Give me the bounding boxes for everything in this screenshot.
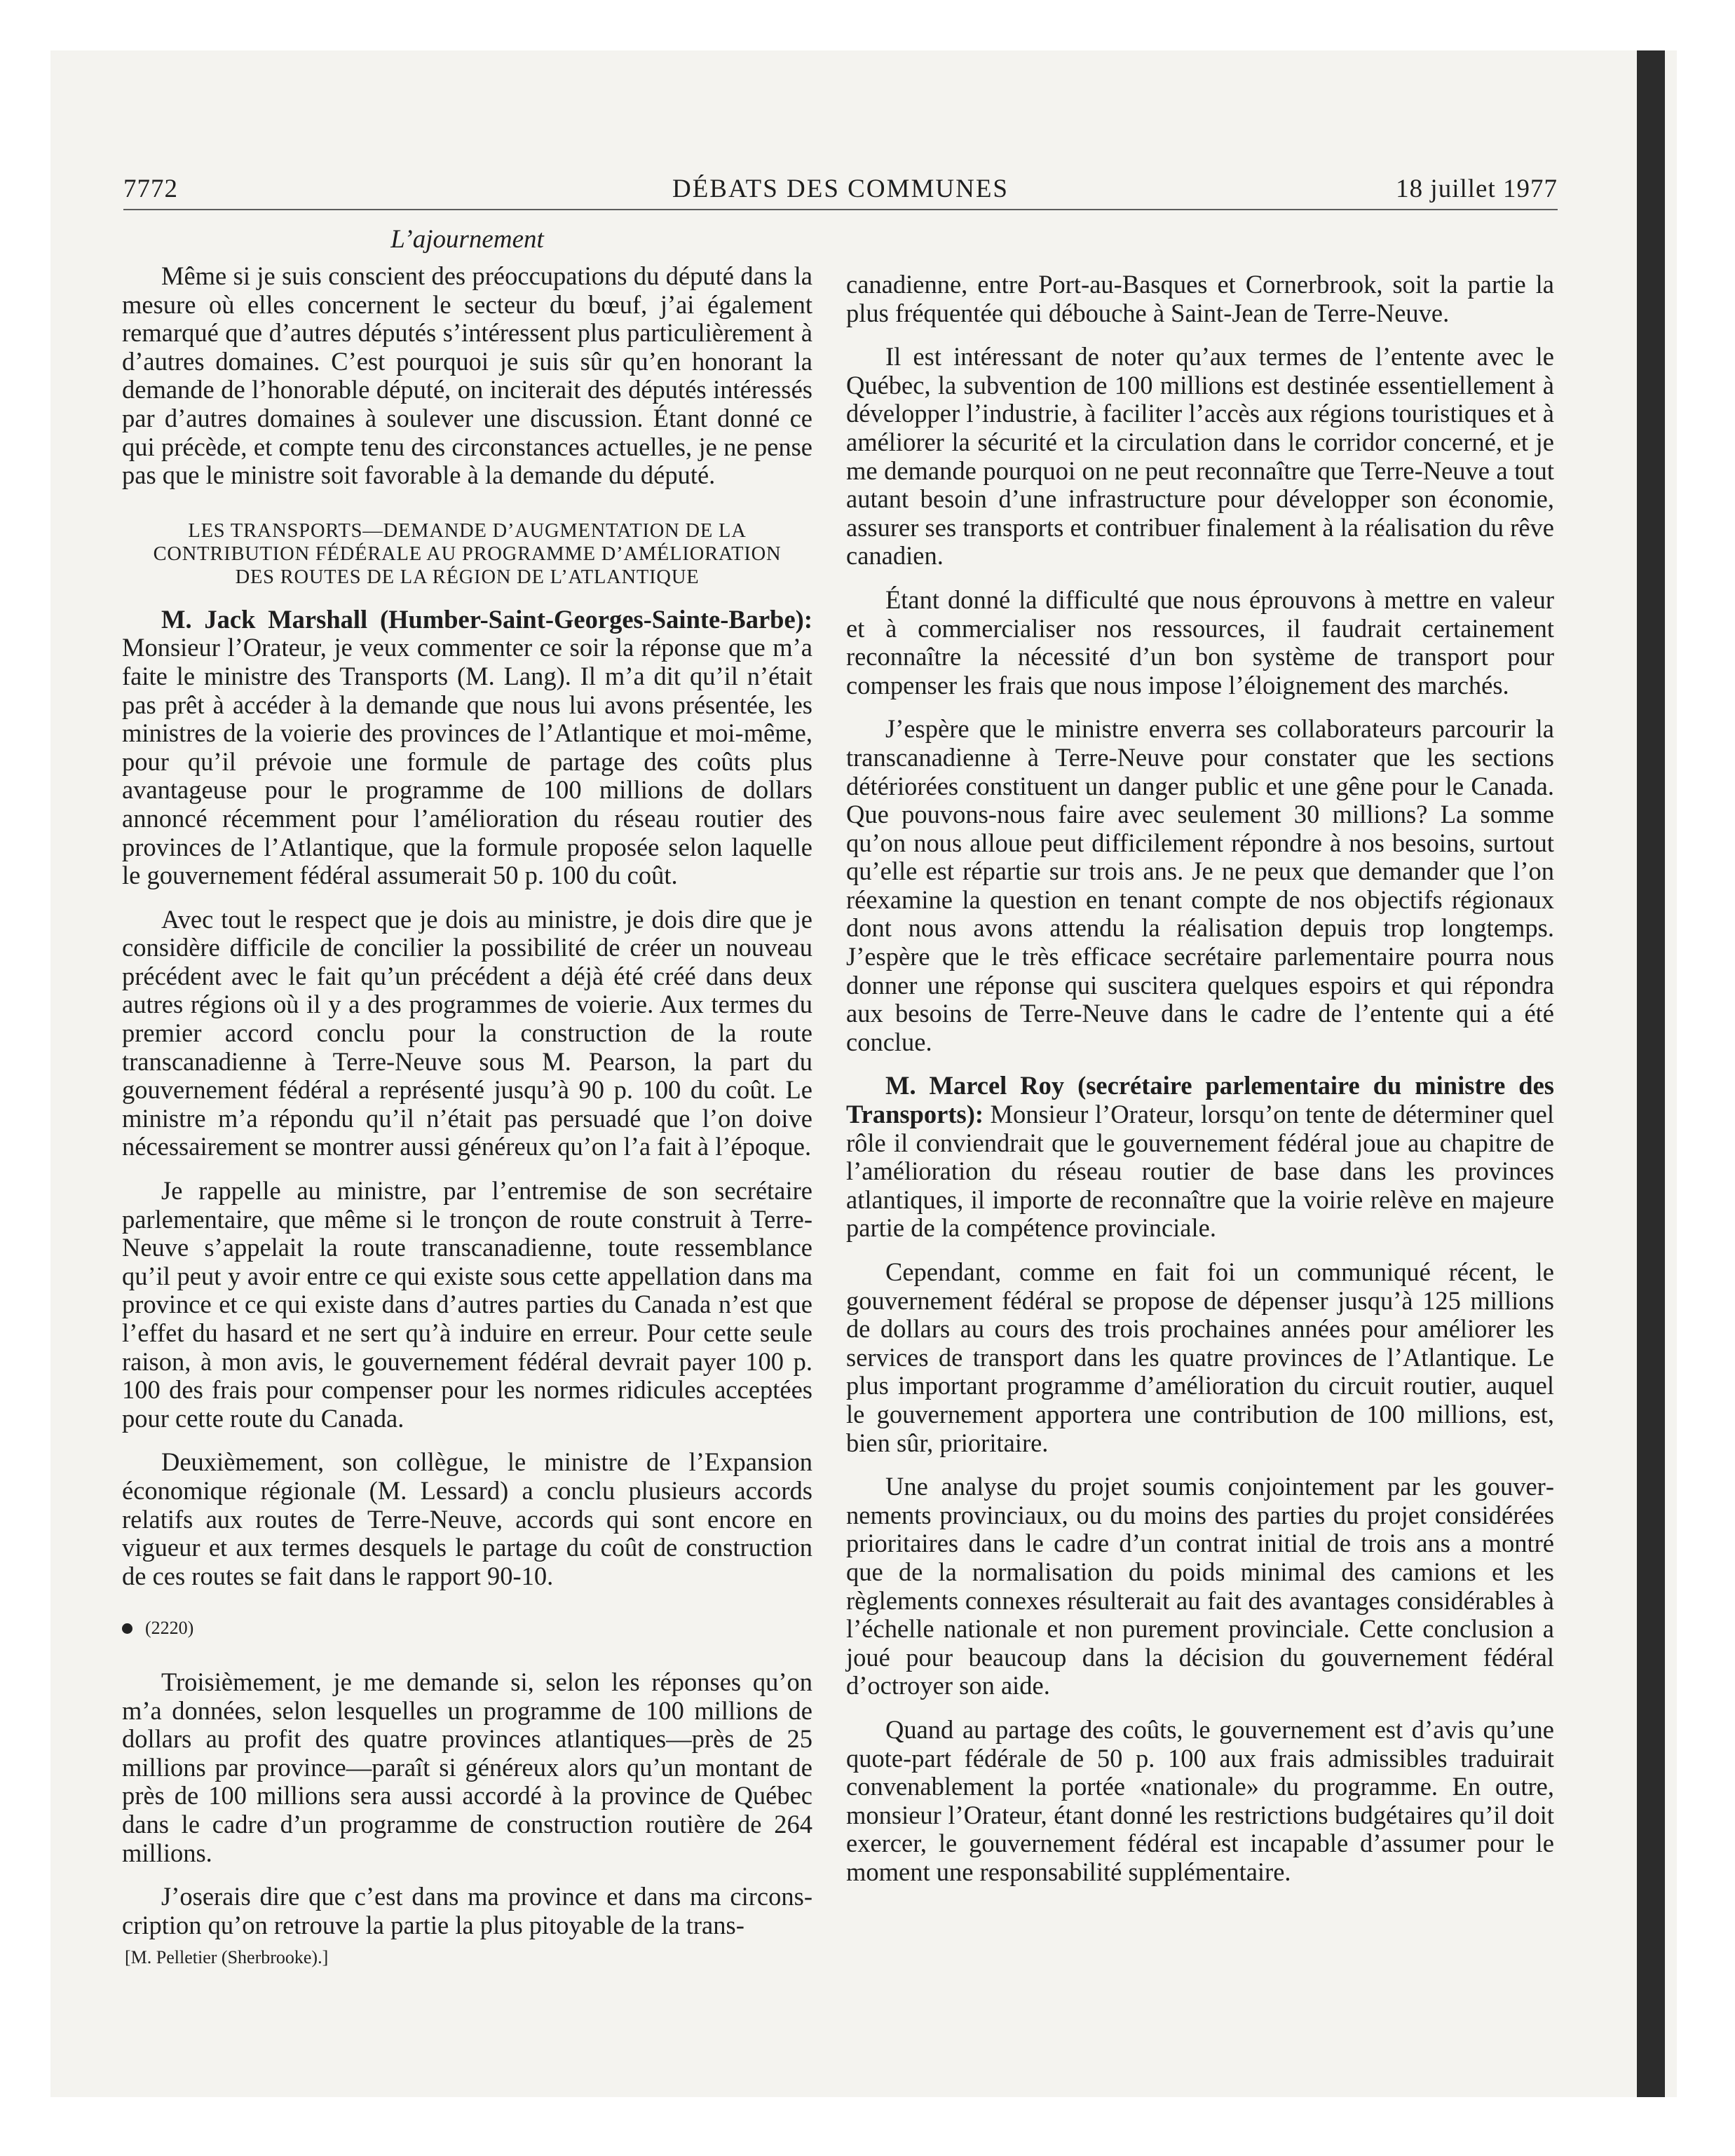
speech-text: Monsieur l’Orateur, je veux commenter ce soir la réponse que m’a faite le ministre des Transports (M. Lang). Il m’a dit qu’il n’était pas prêt à accéder à la demande que nous lui avons présentée, les ministres de la voierie des provinces de l’Atlantique et moi-même, pour qu’il prévoie une formule de partage des coûts plus avantageuse pour le programme de 100 millions de dollars annoncé récemment pour l’amélioration du réseau routier des provinces de l’Atlantique, que la formule proposée selon laquelle le gouvernement fédéral assumerait 50 p. 100 du coût.: [122, 633, 812, 890]
footnote: [M. Pelletier (Sherbrooke).]: [125, 1947, 329, 1968]
left-column: [122, 224, 812, 1969]
paragraph: J’espère que le ministre enverra ses collaborateurs parcourir la transcanadienne à Terre-Neuve pour constater que les sections détériorées constituent un danger public et une gêne pour le Canada. Que pouvons-nous faire avec seulement 30 millions? La somme qu’on nous alloue peut difficilement répondre à nos besoins, surtout qu’elle est répartie sur trois ans. Je ne peux que demander que l’on réexamine la question en tenant compte de nos objectifs régionaux dont nous avons attendu la réalisation depuis trop longtemps. J’espère que le très efficace secrétaire parlementaire pourra nous donner une réponse qui suscitera quelques espoirs et qui répondra aux besoins de Terre-Neuve dans le cadre de l’entente qui a été conclue.: [846, 714, 1554, 1056]
journal-title: DÉBATS DES COMMUNES: [672, 175, 1009, 203]
paragraph: Il est intéressant de noter qu’aux termes de l’entente avec le Québec, la subvention de 100 millions est destinée essentiellement à développer l’industrie, à faciliter l’accès aux régions touristiques et à améliorer la sécurité et la circulation dans le corridor concerné, et je me demande pourquoi on ne peut reconnaître que Terre-Neuve a tout autant besoin d’une infrastructure pour développer son économie, assurer ses transports et contribuer finalement à la réalisation du rêve canadien.: [846, 342, 1554, 571]
scan-edge-shadow: [1637, 50, 1665, 2097]
paragraph: Troisièmement, je me demande si, selon les réponses qu’on m’a données, selon lesquelles un programme de 100 millions de dollars au profit des quatre provinces atlantiques—près de 25 millions par province—paraît si généreux alors qu’un montant de près de 100 millions sera aussi accordé à la province de Québec dans le cadre d’un programme de construction routière de 264 millions.: [122, 1667, 812, 1867]
paragraph: Avec tout le respect que je dois au ministre, je dois dire que je considère difficile de concilier la possibilité de créer un nouveau précédent avec le fait qu’un précédent a déjà été créé dans deux autres régions où il y a des programmes de voierie. Aux termes du premier accord conclu pour la construction de la route transcanadienne à Terre-Neuve sous M. Pearson, la part du gouvernement fédéral a représenté jusqu’à 90 p. 100 du coût. Le ministre m’a répondu qu’il n’était pas persuadé que l’on doive nécessairement se montrer aussi généreux qu’on l’a fait à l’époque.: [122, 904, 812, 1161]
paragraph: canadienne, entre Port-au-Basques et Cornerbrook, soit la partie la plus fréquentée qui débouche à Saint-Jean de Terre-Neuve.: [846, 270, 1554, 327]
page-header: [123, 170, 1558, 210]
time-marker-label: (2220): [145, 1618, 194, 1639]
speech-paragraph: [122, 606, 812, 890]
right-column: [846, 271, 1554, 1902]
paragraph: Je rappelle au ministre, par l’entremise de son secrétaire parlementaire, que même si le tronçon de route construit à Terre-Neuve s’appelait la route transcanadienne, toute ressemblance qu’il peut y avoir entre ce qui existe sous cette appellation dans ma province et ce qui existe dans d’autres parties du Canada n’est que l’effet du hasard et ne sert qu’à induire en erreur. Pour cette seule raison, à mon avis, le gouvernement fédéral devrait payer 100 p. 100 des frais pour compenser pour les normes ridicules acceptées pour cette route du Canada.: [122, 1176, 812, 1433]
rubric-heading: [122, 519, 812, 589]
page-number: 7772: [123, 175, 178, 203]
rubric-line: CONTRIBUTION FÉDÉRALE AU PROGRAMME D’AMÉLIORATION: [153, 543, 782, 565]
paragraph: J’oserais dire que c’est dans ma province et dans ma circonscription qu’on retrouve la partie la plus pitoyable de la trans-: [122, 1882, 812, 1939]
paragraph: Cependant, comme en fait foi un communiqué récent, le gouvernement fédéral se propose de dépenser jusqu’à 125 millions de dollars au cours des trois prochaines années pour améliorer les services de transport dans les quatre provinces de l’Atlantique. Le plus important programme d’amélioration du circuit routier, auquel le gouvernement apportera une contribution de 100 millions, est, bien sûr, prioritaire.: [846, 1257, 1554, 1457]
paragraph: Quand au partage des coûts, le gouvernement est d’avis qu’une quote-part fédérale de 50 p. 100 aux frais admissibles traduirait convenablement la portée «nationale» du programme. En outre, monsieur l’Orateur, étant donné les restrictions budgétaires qu’il doit exercer, le gouvernement fédéral est incapable d’assumer pour le moment une responsabilité supplémentaire.: [846, 1714, 1554, 1886]
section-title: L’ajournement: [390, 225, 544, 254]
speech-paragraph: [846, 1072, 1554, 1243]
paragraph: Étant donné la difficulté que nous éprouvons à mettre en valeur et à commercialiser nos ressources, il faudrait certainement reconnaître la nécessité d’un bon système de transport pour compenser les frais que nous impose l’éloignement des marchés.: [846, 585, 1554, 700]
bullet-dot-icon: [122, 1623, 132, 1634]
rubric-line: DES ROUTES DE LA RÉGION DE L’ATLANTIQUE: [235, 566, 700, 588]
time-marker: [122, 1614, 812, 1643]
paragraph: Une analyse du projet soumis conjointement par les gouvernements provinciaux, ou du moins des parties du projet considérées prioritaires dans le cadre d’un contrat initial de trois ans a montré que de la normalisation du poids minimal des camions et les règlements connexes résulterait au fait des avantages considérables à l’échelle nationale et non purement provinciale. Cette conclusion a joué pour beaucoup dans la décision du gouvernement fédéral d’octroyer son aide.: [846, 1472, 1554, 1700]
page-date: 18 juillet 1977: [1396, 175, 1558, 203]
paragraph: Même si je suis conscient des préoccupations du député dans la mesure où elles concernent le secteur du bœuf, j’ai également remarqué que d’autres députés s’intéressent plus particulièrement à d’autres domaines. C’est pourquoi je suis sûr qu’en honorant la demande de l’honorable député, on inciterait des députés intéressés par d’autres domaines à soulever une discussion. Étant donné ce qui précède, et compte tenu des circonstances actuelles, je ne pense pas que le ministre soit favorable à la demande du député.: [122, 261, 812, 490]
speaker-name: M. Marcel Roy (secrétaire parlementaire du ministre des Transports):: [846, 1071, 1554, 1129]
paragraph: Deuxièmement, son collègue, le ministre de l’Expansion économique régionale (M. Lessard) a conclu plusieurs accords relatifs aux routes de Terre-Neuve, accords qui sont encore en vigueur et aux termes desquels le partage du coût de construction de ces routes se fait dans le rapport 90-10.: [122, 1447, 812, 1590]
speaker-name: M. Jack Marshall (Humber-Saint-Georges-Sainte-Barbe):: [161, 604, 812, 634]
speech-text: Monsieur l’Orateur, lorsqu’on tente de déterminer quel rôle il conviendrait que le gouvernement fédéral joue au chapitre de l’amélioration du réseau routier de base dans les provinces atlantiques, il importe de reconnaître que la voirie relève en majeure partie de la compétence provinciale.: [846, 1100, 1554, 1243]
rubric-line: LES TRANSPORTS—DEMANDE D’AUGMENTATION DE LA: [188, 519, 747, 542]
